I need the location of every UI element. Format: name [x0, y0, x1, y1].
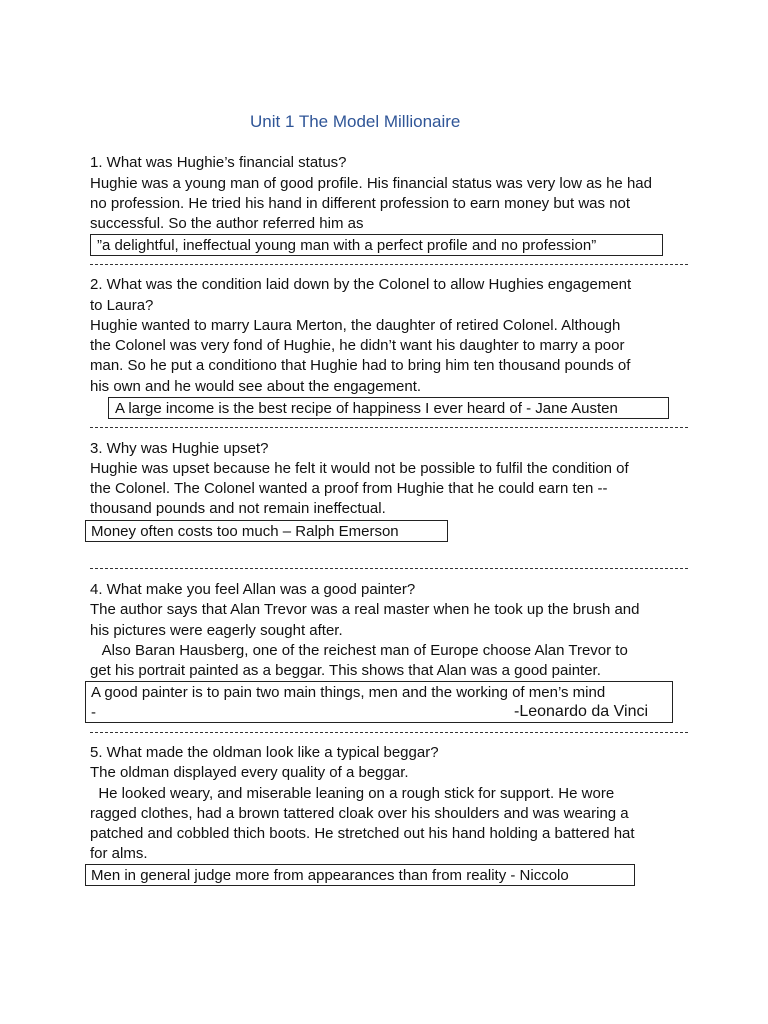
quote-4-text: A good painter is to pain two main things, men and the working of men’s mind [91, 684, 606, 701]
answer-1-line-1: Hughie was a young man of good profile. His financial status was very low as he had [90, 175, 652, 192]
quote-box-3 [85, 520, 448, 542]
question-5: 5. What made the oldman look like a typical beggar? [90, 744, 439, 761]
quote-2-text: A large income is the best recipe of happiness I ever heard of - Jane Austen [115, 400, 618, 417]
quote-3-text: Money often costs too much – Ralph Emerson [91, 523, 399, 540]
answer-3-line-1: Hughie was upset because he felt it would not be possible to fulfil the condition of [90, 460, 629, 477]
answer-2-line-3: man. So he put a conditiono that Hughie had to bring him ten thousand pounds of [90, 357, 631, 374]
question-2-line-2: to Laura? [90, 297, 154, 314]
page-title: Unit 1 The Model Millionaire [250, 112, 461, 131]
answer-4-line-3: Also Baran Hausberg, one of the reichest man of Europe choose Alan Trevor to [90, 642, 628, 659]
answer-5-line-4: patched and cobbled thich boots. He stretched out his hand holding a battered hat [90, 825, 635, 842]
answer-1-line-3: successful. So the author referred him as [90, 215, 364, 232]
answer-3-line-2: the Colonel. The Colonel wanted a proof from Hughie that he could earn ten -- [90, 480, 608, 497]
answer-5-line-1: The oldman displayed every quality of a beggar. [90, 764, 409, 781]
section-divider [90, 732, 688, 733]
quote-box-4 [85, 681, 673, 723]
question-1: 1. What was Hughie’s financial status? [90, 154, 347, 171]
quote-4-author: -Leonardo da Vinci [514, 703, 649, 720]
answer-2-line-4: his own and he would see about the engagement. [90, 378, 422, 395]
quote-4-dash: - [91, 704, 96, 721]
answer-5-line-2: He looked weary, and miserable leaning on a rough stick for support. He wore [90, 785, 615, 802]
answer-2-line-2: the Colonel was very fond of Hughie, he didn’t want his daughter to marry a poor [90, 337, 625, 354]
quote-box-2 [108, 397, 669, 419]
section-divider [90, 427, 688, 428]
section-divider [90, 264, 688, 265]
answer-4-line-2: his pictures were eagerly sought after. [90, 622, 343, 639]
quote-box-1 [90, 234, 663, 256]
answer-3-line-3: thousand pounds and not remain ineffectual. [90, 500, 386, 517]
question-2-line-1: 2. What was the condition laid down by the Colonel to allow Hughies engagement [90, 276, 632, 293]
answer-2-line-1: Hughie wanted to marry Laura Merton, the daughter of retired Colonel. Although [90, 317, 621, 334]
quote-box-5 [85, 864, 635, 886]
answer-4-line-1: The author says that Alan Trevor was a real master when he took up the brush and [90, 601, 640, 618]
section-divider [90, 568, 688, 569]
quote-1-text: ”a delightful, ineffectual young man with a perfect profile and no profession” [97, 237, 597, 254]
question-4: 4. What make you feel Allan was a good painter? [90, 581, 416, 598]
answer-4-line-4: get his portrait painted as a beggar. This shows that Alan was a good painter. [90, 662, 601, 679]
question-3: 3. Why was Hughie upset? [90, 440, 269, 457]
answer-5-line-5: for alms. [90, 845, 148, 862]
quote-5-text: Men in general judge more from appearances than from reality - Niccolo [91, 867, 569, 884]
answer-5-line-3: ragged clothes, had a brown tattered cloak over his shoulders and was wearing a [90, 805, 629, 822]
answer-1-line-2: no profession. He tried his hand in different profession to earn money but was not [90, 195, 631, 212]
